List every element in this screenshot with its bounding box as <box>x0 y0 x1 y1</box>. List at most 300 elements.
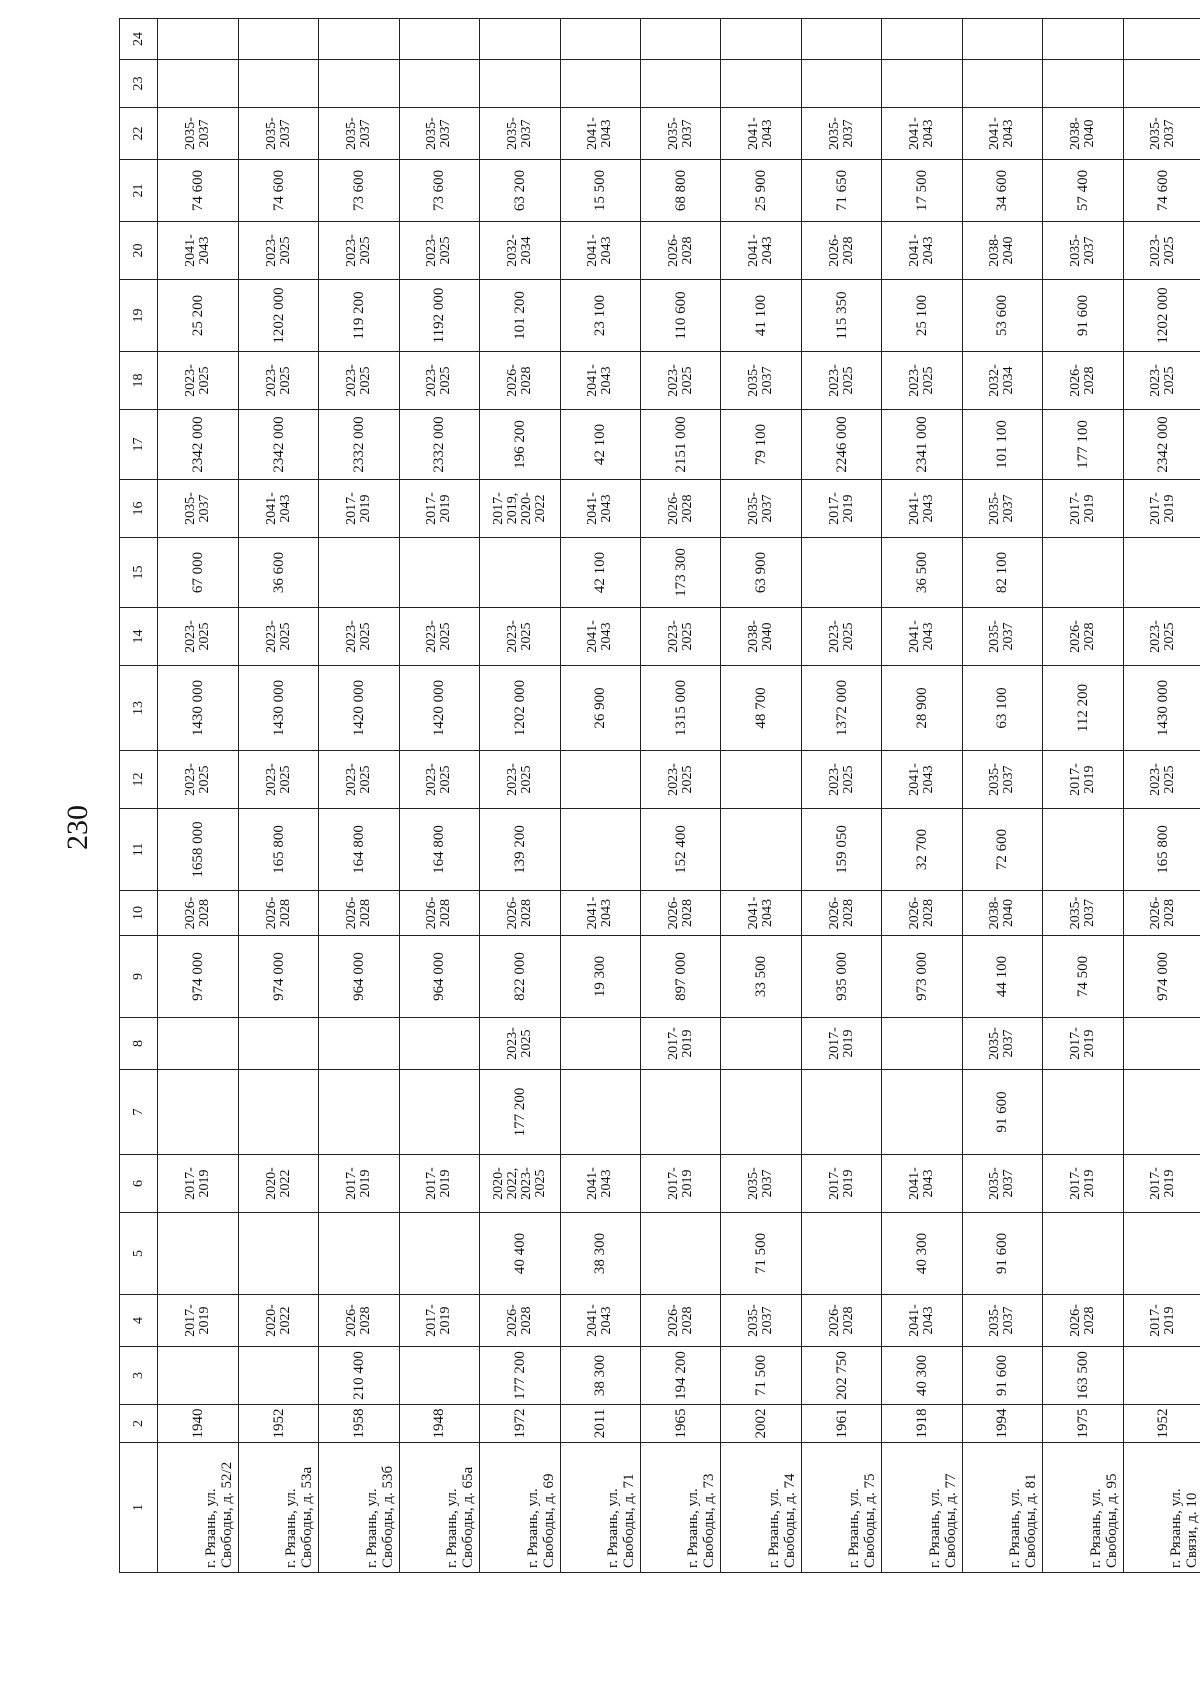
table-cell <box>480 538 560 608</box>
table-cell: 73 600 <box>399 160 479 222</box>
table-cell: 2017-2019 <box>1123 480 1200 538</box>
table-cell: 2342 000 <box>238 410 318 480</box>
table-cell <box>319 538 399 608</box>
table-cell: 2023-2025 <box>158 751 238 809</box>
table-cell: 2332 000 <box>319 410 399 480</box>
table-cell: 177 200 <box>480 1070 560 1155</box>
rotated-table-wrapper <box>119 32 1200 1573</box>
table-cell: 1994 <box>962 1405 1042 1443</box>
table-cell: 2023-2025 <box>801 751 881 809</box>
table-cell: 2026-2028 <box>158 891 238 936</box>
table-cell: 2023-2025 <box>319 608 399 666</box>
table-row <box>882 19 962 1573</box>
table-cell <box>1043 538 1123 608</box>
table-cell: 40 400 <box>480 1213 560 1295</box>
address-cell: г. Рязань, ул. Свободы, д. 75 <box>801 1443 881 1573</box>
table-cell: 1420 000 <box>399 666 479 751</box>
table-cell: 1972 <box>480 1405 560 1443</box>
table-cell: 2026-2028 <box>640 1295 720 1347</box>
table-cell: 1430 000 <box>238 666 318 751</box>
table-cell: 973 000 <box>882 936 962 1018</box>
table-cell: 2026-2028 <box>480 891 560 936</box>
table-cell: 63 200 <box>480 160 560 222</box>
table-cell: 964 000 <box>319 936 399 1018</box>
column-number-24: 24 <box>120 19 158 60</box>
table-cell: 2017-2019 <box>640 1018 720 1070</box>
table-cell: 2026-2028 <box>1043 1295 1123 1347</box>
table-cell: 74 600 <box>1123 160 1200 222</box>
table-cell: 112 200 <box>1043 666 1123 751</box>
table-cell: 2023-2025 <box>1123 222 1200 280</box>
table-cell: 2041-2043 <box>560 222 640 280</box>
table-cell: 40 300 <box>882 1213 962 1295</box>
table-cell: 2041-2043 <box>721 108 801 160</box>
table-cell: 2035-2037 <box>319 108 399 160</box>
table-cell: 110 600 <box>640 280 720 352</box>
table-row <box>1123 19 1200 1573</box>
table-cell: 72 600 <box>962 809 1042 891</box>
table-cell: 2151 000 <box>640 410 720 480</box>
table-cell: 34 600 <box>962 160 1042 222</box>
table-cell <box>319 1070 399 1155</box>
table-cell <box>158 19 238 60</box>
table-cell: 2017-2019 <box>319 1155 399 1213</box>
table-cell: 2026-2028 <box>801 222 881 280</box>
table-cell <box>560 19 640 60</box>
table-cell: 2026-2028 <box>640 480 720 538</box>
table-cell <box>399 538 479 608</box>
address-cell: г. Рязань, ул. Свободы, д. 69 <box>480 1443 560 1573</box>
table-cell: 2038-2040 <box>1043 108 1123 160</box>
address-cell: г. Рязань, ул. Свободы, д. 74 <box>721 1443 801 1573</box>
table-cell: 2038-2040 <box>962 891 1042 936</box>
table-row <box>399 19 479 1573</box>
table-cell: 1975 <box>1043 1405 1123 1443</box>
table-cell: 2035-2037 <box>962 480 1042 538</box>
table-cell: 2041-2043 <box>238 480 318 538</box>
table-cell: 2023-2025 <box>158 352 238 410</box>
address-cell: г. Рязань, ул. Свободы, д. 53б <box>319 1443 399 1573</box>
table-cell: 2035-2037 <box>721 352 801 410</box>
table-cell <box>1123 1347 1200 1405</box>
table-cell: 2023-2025 <box>158 608 238 666</box>
table-row <box>962 19 1042 1573</box>
table-cell: 2041-2043 <box>882 480 962 538</box>
table-cell <box>1123 1018 1200 1070</box>
address-cell: г. Рязань, ул. Свободы, д. 53а <box>238 1443 318 1573</box>
table-cell <box>480 60 560 108</box>
table-row <box>238 19 318 1573</box>
table-cell: 2035-2037 <box>1123 108 1200 160</box>
table-cell <box>399 1213 479 1295</box>
table-cell: 2017-2019 <box>1043 1155 1123 1213</box>
table-cell <box>319 60 399 108</box>
table-cell: 101 100 <box>962 410 1042 480</box>
table-cell: 1430 000 <box>1123 666 1200 751</box>
capital-repair-schedule-table <box>119 18 1200 1573</box>
table-cell: 1372 000 <box>801 666 881 751</box>
table-cell: 2035-2037 <box>962 1155 1042 1213</box>
table-cell: 2041-2043 <box>560 480 640 538</box>
table-cell: 935 000 <box>801 936 881 1018</box>
table-cell: 2032-2034 <box>480 222 560 280</box>
table-cell: 2035-2037 <box>158 108 238 160</box>
table-cell: 2026-2028 <box>319 891 399 936</box>
page-number: 230 <box>61 805 94 850</box>
table-cell: 2017-2019 <box>801 480 881 538</box>
table-cell: 25 100 <box>882 280 962 352</box>
table-cell: 1958 <box>319 1405 399 1443</box>
table-cell: 2026-2028 <box>1123 891 1200 936</box>
table-cell: 202 750 <box>801 1347 881 1405</box>
table-cell: 2041-2043 <box>560 1155 640 1213</box>
table-cell: 63 900 <box>721 538 801 608</box>
table-cell <box>399 19 479 60</box>
table-cell: 63 100 <box>962 666 1042 751</box>
table-cell: 2017-2019 <box>801 1155 881 1213</box>
table-cell: 2020-2022, 2023-2025 <box>480 1155 560 1213</box>
table-cell <box>882 60 962 108</box>
table-cell: 2023-2025 <box>1123 608 1200 666</box>
table-cell: 2023-2025 <box>801 352 881 410</box>
table-cell: 2017-2019 <box>399 480 479 538</box>
table-cell: 2041-2043 <box>882 751 962 809</box>
table-cell: 2023-2025 <box>238 222 318 280</box>
table-cell <box>882 1018 962 1070</box>
table-cell <box>158 1347 238 1405</box>
table-cell: 165 800 <box>238 809 318 891</box>
table-cell: 25 900 <box>721 160 801 222</box>
table-cell: 2035-2037 <box>962 1295 1042 1347</box>
table-cell <box>560 1018 640 1070</box>
table-cell: 38 300 <box>560 1347 640 1405</box>
table-cell: 2017-2019 <box>1043 1018 1123 1070</box>
table-cell <box>158 60 238 108</box>
table-cell: 79 100 <box>721 410 801 480</box>
column-number-1: 1 <box>120 1443 158 1573</box>
table-cell: 73 600 <box>319 160 399 222</box>
table-cell: 1940 <box>158 1405 238 1443</box>
table-cell: 67 000 <box>158 538 238 608</box>
column-number-19: 19 <box>120 280 158 352</box>
table-cell: 2023-2025 <box>480 1018 560 1070</box>
table-cell: 2023-2025 <box>399 608 479 666</box>
table-cell: 2002 <box>721 1405 801 1443</box>
table-cell: 152 400 <box>640 809 720 891</box>
table-cell <box>399 1347 479 1405</box>
table-row <box>640 19 720 1573</box>
table-cell: 41 100 <box>721 280 801 352</box>
table-cell <box>399 1018 479 1070</box>
table-cell <box>1123 19 1200 60</box>
table-cell: 2023-2025 <box>399 222 479 280</box>
table-cell: 2017-2019 <box>1123 1155 1200 1213</box>
table-cell: 17 500 <box>882 160 962 222</box>
table-cell: 210 400 <box>319 1347 399 1405</box>
table-cell <box>801 1070 881 1155</box>
table-cell: 42 100 <box>560 410 640 480</box>
column-number-17: 17 <box>120 410 158 480</box>
column-number-20: 20 <box>120 222 158 280</box>
table-cell <box>158 1070 238 1155</box>
table-cell <box>882 1070 962 1155</box>
table-cell: 2017-2019 <box>640 1155 720 1213</box>
table-cell <box>319 1213 399 1295</box>
table-cell <box>640 1070 720 1155</box>
table-cell: 1961 <box>801 1405 881 1443</box>
table-cell: 2035-2037 <box>399 108 479 160</box>
table-cell: 57 400 <box>1043 160 1123 222</box>
table-cell: 1918 <box>882 1405 962 1443</box>
table-cell <box>1043 1070 1123 1155</box>
table-row <box>158 19 238 1573</box>
table-cell: 2035-2037 <box>480 108 560 160</box>
table-cell: 2020-2022 <box>238 1155 318 1213</box>
table-cell: 2023-2025 <box>399 352 479 410</box>
table-cell: 32 700 <box>882 809 962 891</box>
column-number-3: 3 <box>120 1347 158 1405</box>
table-cell: 2041-2043 <box>560 891 640 936</box>
table-cell: 2035-2037 <box>962 751 1042 809</box>
table-cell: 2026-2028 <box>1043 608 1123 666</box>
table-cell: 2041-2043 <box>882 1155 962 1213</box>
table-cell: 2017-2019 <box>1043 751 1123 809</box>
table-cell: 2023-2025 <box>319 352 399 410</box>
table-cell: 1658 000 <box>158 809 238 891</box>
table-cell <box>801 538 881 608</box>
table-cell <box>560 1070 640 1155</box>
column-number-9: 9 <box>120 936 158 1018</box>
table-cell: 139 200 <box>480 809 560 891</box>
table-cell <box>962 19 1042 60</box>
table-cell <box>1123 1213 1200 1295</box>
table-cell <box>480 19 560 60</box>
table-cell: 2017-2019, 2020-2022 <box>480 480 560 538</box>
table-cell <box>640 19 720 60</box>
table-cell: 2041-2043 <box>560 1295 640 1347</box>
address-cell: г. Рязань, ул. Свободы, д. 95 <box>1043 1443 1123 1573</box>
table-cell: 2035-2037 <box>721 1295 801 1347</box>
column-number-23: 23 <box>120 60 158 108</box>
column-number-2: 2 <box>120 1405 158 1443</box>
table-cell <box>640 60 720 108</box>
table-cell: 23 100 <box>560 280 640 352</box>
column-number-7: 7 <box>120 1070 158 1155</box>
address-cell: г. Рязань, ул. Свободы, д. 52/2 <box>158 1443 238 1573</box>
column-number-10: 10 <box>120 891 158 936</box>
table-cell: 194 200 <box>640 1347 720 1405</box>
table-cell: 71 500 <box>721 1347 801 1405</box>
table-cell: 2035-2037 <box>1043 891 1123 936</box>
table-cell <box>1043 19 1123 60</box>
table-cell: 74 600 <box>158 160 238 222</box>
table-cell: 2017-2019 <box>158 1295 238 1347</box>
table-cell: 1952 <box>238 1405 318 1443</box>
table-cell: 71 650 <box>801 160 881 222</box>
table-cell <box>238 19 318 60</box>
table-cell: 115 350 <box>801 280 881 352</box>
table-cell: 2023-2025 <box>801 608 881 666</box>
table-cell <box>319 19 399 60</box>
table-cell: 2023-2025 <box>640 608 720 666</box>
address-cell: г. Рязань, ул. Свободы, д. 77 <box>882 1443 962 1573</box>
table-cell: 2017-2019 <box>801 1018 881 1070</box>
table-cell: 2017-2019 <box>399 1295 479 1347</box>
table-row <box>1043 19 1123 1573</box>
column-number-8: 8 <box>120 1018 158 1070</box>
table-cell <box>1043 60 1123 108</box>
column-number-13: 13 <box>120 666 158 751</box>
table-cell: 177 200 <box>480 1347 560 1405</box>
column-number-22: 22 <box>120 108 158 160</box>
table-cell: 48 700 <box>721 666 801 751</box>
table-row <box>560 19 640 1573</box>
table-cell: 2041-2043 <box>158 222 238 280</box>
table-cell <box>238 1213 318 1295</box>
table-cell: 1202 000 <box>480 666 560 751</box>
table-cell: 26 900 <box>560 666 640 751</box>
table-cell <box>721 19 801 60</box>
table-cell: 1202 000 <box>238 280 318 352</box>
table-cell: 91 600 <box>1043 280 1123 352</box>
table-cell: 74 500 <box>1043 936 1123 1018</box>
table-cell <box>238 1347 318 1405</box>
table-cell: 101 200 <box>480 280 560 352</box>
table-cell: 40 300 <box>882 1347 962 1405</box>
address-cell: г. Рязань, ул. Связи, д. 10 <box>1123 1443 1200 1573</box>
table-cell: 119 200 <box>319 280 399 352</box>
table-cell: 2035-2037 <box>158 480 238 538</box>
table-cell: 1952 <box>1123 1405 1200 1443</box>
address-cell: г. Рязань, ул. Свободы, д. 81 <box>962 1443 1042 1573</box>
column-number-21: 21 <box>120 160 158 222</box>
table-cell: 2035-2037 <box>801 108 881 160</box>
table-cell: 164 800 <box>399 809 479 891</box>
table-cell: 2041-2043 <box>721 891 801 936</box>
table-cell: 1430 000 <box>158 666 238 751</box>
table-cell <box>158 1018 238 1070</box>
table-cell <box>1123 60 1200 108</box>
table-cell: 2026-2028 <box>399 891 479 936</box>
table-cell <box>801 1213 881 1295</box>
table-cell: 2023-2025 <box>480 608 560 666</box>
table-cell <box>319 1018 399 1070</box>
table-cell <box>238 60 318 108</box>
table-cell <box>560 809 640 891</box>
table-cell: 165 800 <box>1123 809 1200 891</box>
table-cell <box>721 751 801 809</box>
table-cell: 2342 000 <box>158 410 238 480</box>
table-cell: 68 800 <box>640 160 720 222</box>
table-cell: 71 500 <box>721 1213 801 1295</box>
table-cell: 2017-2019 <box>158 1155 238 1213</box>
table-cell: 2041-2043 <box>560 608 640 666</box>
table-cell: 2026-2028 <box>319 1295 399 1347</box>
table-cell: 91 600 <box>962 1347 1042 1405</box>
table-cell: 2026-2028 <box>640 891 720 936</box>
table-cell: 15 500 <box>560 160 640 222</box>
table-cell: 974 000 <box>238 936 318 1018</box>
table-cell: 1315 000 <box>640 666 720 751</box>
address-cell: г. Рязань, ул. Свободы, д. 71 <box>560 1443 640 1573</box>
column-number-14: 14 <box>120 608 158 666</box>
table-cell: 2032-2034 <box>962 352 1042 410</box>
table-cell <box>560 60 640 108</box>
table-cell: 196 200 <box>480 410 560 480</box>
table-cell: 2035-2037 <box>721 480 801 538</box>
table-cell <box>721 1018 801 1070</box>
table-cell: 2035-2037 <box>640 108 720 160</box>
table-cell: 25 200 <box>158 280 238 352</box>
table-cell: 2023-2025 <box>238 352 318 410</box>
table-cell: 2017-2019 <box>1043 480 1123 538</box>
column-number-6: 6 <box>120 1155 158 1213</box>
table-cell: 36 600 <box>238 538 318 608</box>
column-number-11: 11 <box>120 809 158 891</box>
table-cell: 2041-2043 <box>721 222 801 280</box>
table-cell: 1948 <box>399 1405 479 1443</box>
table-cell: 2041-2043 <box>560 352 640 410</box>
table-cell: 33 500 <box>721 936 801 1018</box>
table-cell <box>640 1213 720 1295</box>
table-cell: 2026-2028 <box>882 891 962 936</box>
table-cell <box>721 1070 801 1155</box>
table-cell: 42 100 <box>560 538 640 608</box>
table-cell: 19 300 <box>560 936 640 1018</box>
column-number-4: 4 <box>120 1295 158 1347</box>
table-cell: 2026-2028 <box>238 891 318 936</box>
table-cell: 897 000 <box>640 936 720 1018</box>
table-cell: 2026-2028 <box>480 352 560 410</box>
table-cell: 1965 <box>640 1405 720 1443</box>
table-row <box>721 19 801 1573</box>
table-cell: 36 500 <box>882 538 962 608</box>
table-cell: 82 100 <box>962 538 1042 608</box>
table-cell: 2035-2037 <box>962 608 1042 666</box>
table-cell: 2035-2037 <box>238 108 318 160</box>
table-cell <box>882 19 962 60</box>
table-cell <box>399 1070 479 1155</box>
table-cell: 2026-2028 <box>801 891 881 936</box>
address-cell: г. Рязань, ул. Свободы, д. 73 <box>640 1443 720 1573</box>
column-number-12: 12 <box>120 751 158 809</box>
table-cell <box>721 60 801 108</box>
table-cell: 2017-2019 <box>319 480 399 538</box>
table-cell: 2020-2022 <box>238 1295 318 1347</box>
column-number-18: 18 <box>120 352 158 410</box>
table-cell: 2041-2043 <box>882 608 962 666</box>
table-cell <box>1123 538 1200 608</box>
table-cell <box>801 19 881 60</box>
table-cell <box>238 1070 318 1155</box>
table-cell: 38 300 <box>560 1213 640 1295</box>
table-cell: 74 600 <box>238 160 318 222</box>
table-cell: 2017-2019 <box>1123 1295 1200 1347</box>
header-row <box>120 19 158 1573</box>
table-cell: 2011 <box>560 1405 640 1443</box>
table-cell: 2026-2028 <box>1043 352 1123 410</box>
table-row <box>319 19 399 1573</box>
table-cell: 822 000 <box>480 936 560 1018</box>
table-cell: 53 600 <box>962 280 1042 352</box>
table-cell <box>1043 809 1123 891</box>
table-cell <box>1043 1213 1123 1295</box>
table-cell: 2023-2025 <box>882 352 962 410</box>
table-cell: 2041-2043 <box>962 108 1042 160</box>
table-row <box>801 19 881 1573</box>
table-cell: 974 000 <box>158 936 238 1018</box>
table-cell: 2041-2043 <box>882 222 962 280</box>
